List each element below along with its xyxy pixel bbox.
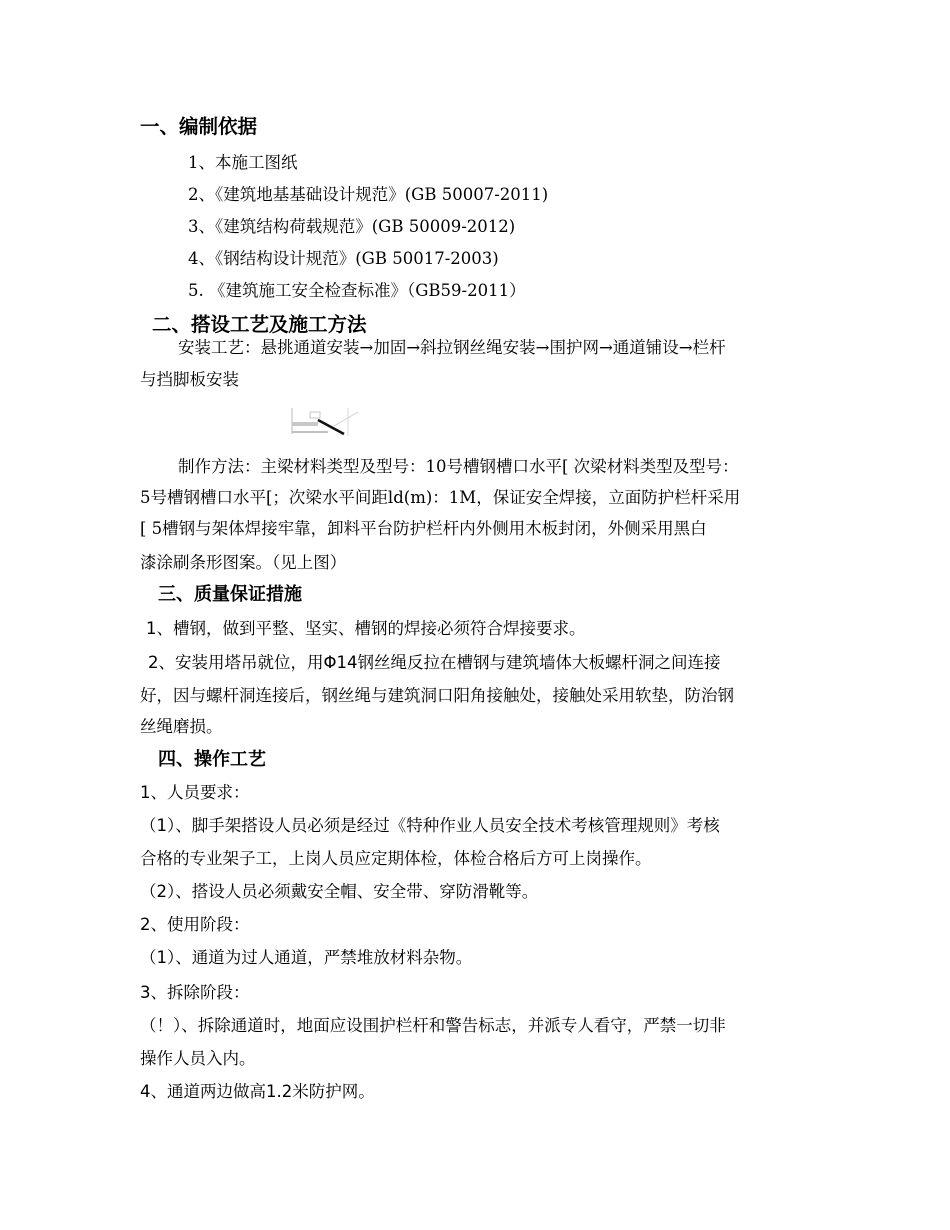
section1-title: 一、编制依据	[140, 115, 258, 138]
channel-steel-diagram-image	[288, 404, 366, 440]
section2-title: 二、搭设工艺及施工方法	[152, 313, 367, 336]
quality-text: 丝绳磨损。	[140, 717, 223, 736]
method-text: 制作方法：主梁材料类型及型号：10号槽钢槽口水平[ 次梁材料类型及型号：	[178, 457, 739, 476]
operation-text: （1）、通道为过人通道，严禁堆放材料杂物。	[140, 948, 473, 967]
install-process-text: 与挡脚板安装	[140, 370, 239, 389]
operation-text: （1）、脚手架搭设人员必须是经过《特种作业人员安全技术考核管理规则》考核	[140, 816, 720, 835]
install-process-text: 安装工艺：悬挑通道安装→加固→斜拉钢丝绳安装→围护网→通道铺设→栏杆	[178, 338, 726, 357]
operation-text: 4、通道两边做高1.2米防护网。	[140, 1082, 375, 1101]
method-text: 5号槽钢槽口水平[；次梁水平间距ld(m)：1M，保证安全焊接，立面防护栏杆采用	[140, 488, 741, 507]
operation-text: 合格的专业架子工，上岗人员应定期体检，体检合格后方可上岗操作。	[140, 849, 652, 868]
basis-item: 1、本施工图纸	[188, 153, 298, 172]
basis-item: 2、《建筑地基基础设计规范》(GB 50007-2011)	[188, 185, 549, 204]
basis-item: 3、《建筑结构荷载规范》(GB 50009-2012)	[188, 217, 516, 236]
operation-text: （2）、搭设人员必须戴安全帽、安全带、穿防滑靴等。	[140, 882, 539, 901]
section4-title: 四、操作工艺	[158, 749, 266, 770]
operation-text: 1、人员要求：	[140, 783, 250, 802]
operation-text: 3、拆除阶段：	[140, 983, 250, 1002]
quality-text: 好，因与螺杆洞连接后，钢丝绳与建筑洞口阳角接触处，接触处采用软垫，防治钢	[140, 686, 734, 705]
operation-text: 操作人员入内。	[140, 1049, 256, 1068]
section3-title: 三、质量保证措施	[158, 584, 302, 605]
method-text: [ 5槽钢与架体焊接牢靠，卸料平台防护栏杆内外侧用木板封闭，外侧采用黑白	[140, 519, 707, 538]
operation-text: 2、使用阶段：	[140, 915, 250, 934]
quality-text: 2、安装用塔吊就位，用Φ14钢丝绳反拉在槽钢与建筑墙体大板螺杆洞之间连接	[148, 653, 721, 672]
quality-text: 1、槽钢，做到平整、坚实、槽钢的焊接必须符合焊接要求。	[146, 619, 586, 638]
method-text: 漆涂刷条形图案。（见上图）	[140, 553, 347, 572]
basis-item: 5. 《建筑施工安全检查标准》（GB59-2011）	[188, 281, 526, 300]
basis-item: 4、《钢结构设计规范》(GB 50017-2003)	[188, 249, 499, 268]
operation-text: （！）、拆除通道时，地面应设围护栏杆和警告标志，并派专人看守，严禁一切非	[140, 1016, 726, 1035]
